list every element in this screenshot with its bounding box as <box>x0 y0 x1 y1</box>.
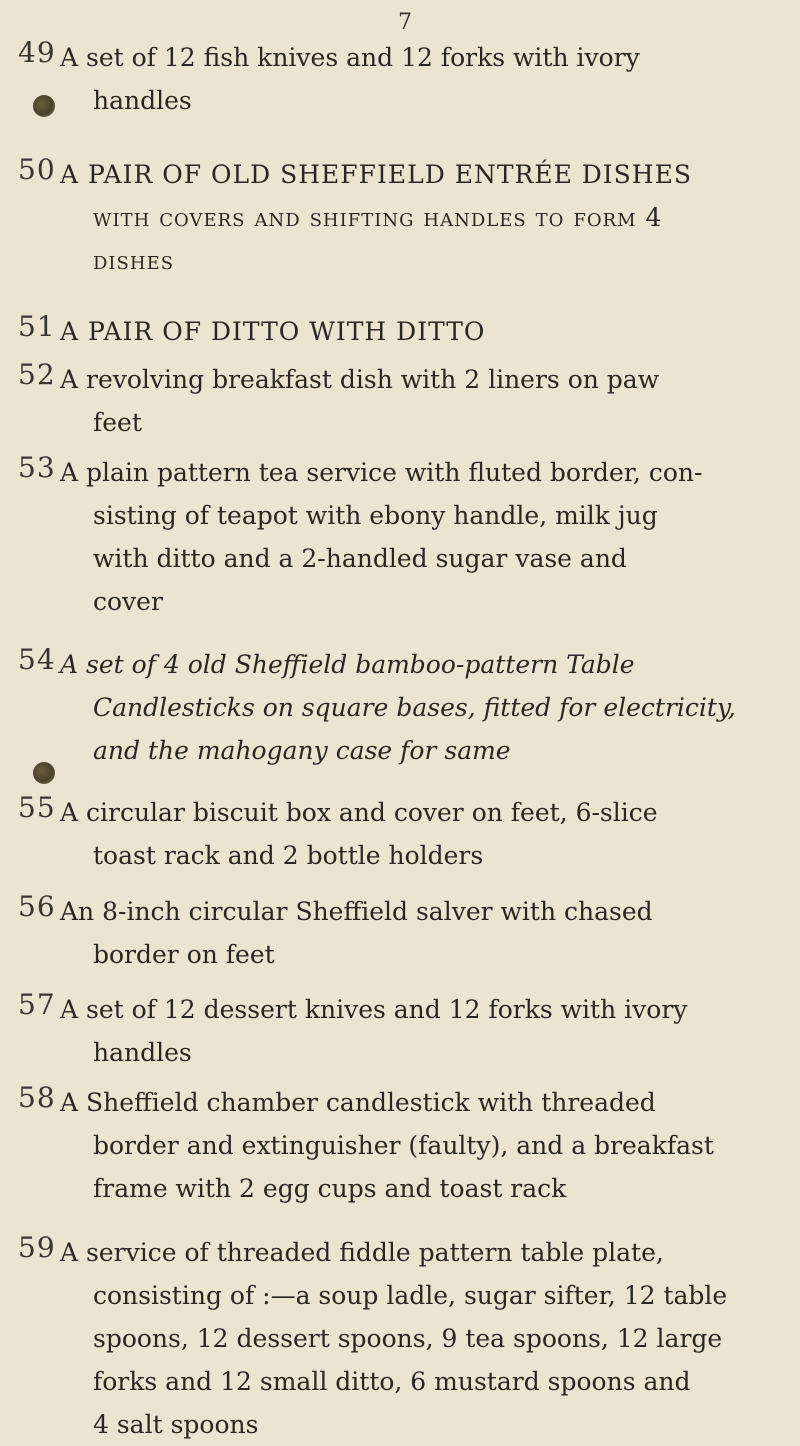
lot-number: 56 <box>18 890 56 923</box>
page-number: 7 <box>398 10 412 35</box>
lot-description-line: A set of 4 old Sheffield bamboo-pattern Table <box>60 650 635 679</box>
lot-description <box>60 451 765 623</box>
binding-hole-icon <box>33 762 55 784</box>
lot-description-line: handles <box>93 1038 192 1067</box>
lot-description-line: border on feet <box>93 940 275 969</box>
lot-number: 57 <box>18 988 56 1021</box>
lot-number: 55 <box>18 791 56 824</box>
lot-description-line: frame with 2 egg cups and toast rack <box>93 1174 567 1203</box>
lot-description-line: A revolving breakfast dish with 2 liners on paw <box>60 365 660 394</box>
lot-description-line: A circular biscuit box and cover on feet, 6-slice <box>60 798 658 827</box>
lot-description-line: A plain pattern tea service with fluted border, con- <box>60 458 703 487</box>
lot-description-line: Candlesticks on square bases, fitted for electricity, <box>93 693 736 722</box>
lot-description <box>60 36 765 122</box>
lot-description-line: A PAIR OF DITTO WITH DITTO <box>60 317 486 346</box>
lot-description <box>60 1231 765 1446</box>
lot-description-line: border and extinguisher (faulty), and a breakfast <box>93 1131 714 1160</box>
lot-number: 49 <box>18 36 56 69</box>
lot-number: 52 <box>18 358 56 391</box>
lot-description-line: and the mahogany case for same <box>93 736 511 765</box>
lot-number: 53 <box>18 451 56 484</box>
lot-description-line: dishes <box>93 246 175 275</box>
lot-description-line: handles <box>93 86 192 115</box>
lot-description-line: A set of 12 dessert knives and 12 forks with ivory <box>60 995 688 1024</box>
lot-description-line: consisting of :—a soup ladle, sugar sifter, 12 table <box>93 1281 728 1310</box>
lot-description-line: A set of 12 fish knives and 12 forks with ivory <box>60 43 640 72</box>
lot-description-line: spoons, 12 dessert spoons, 9 tea spoons, 12 large <box>93 1324 723 1353</box>
lot-description <box>60 791 765 877</box>
lot-description-line: feet <box>93 408 142 437</box>
lot-description-line: sisting of teapot with ebony handle, milk jug <box>93 501 658 530</box>
lot-description-line: A service of threaded fiddle pattern table plate, <box>60 1238 664 1267</box>
lot-description-line: cover <box>93 587 163 616</box>
lot-number: 50 <box>18 153 56 186</box>
lot-description-line: A Sheffield chamber candlestick with threaded <box>60 1088 656 1117</box>
lot-description-line: A PAIR OF OLD SHEFFIELD ENTRÉE DISHES <box>60 160 692 189</box>
lot-description <box>60 310 765 353</box>
lot-description <box>60 153 765 282</box>
lot-number: 59 <box>18 1231 56 1264</box>
lot-number: 54 <box>18 643 56 676</box>
binding-hole-icon <box>33 95 55 117</box>
lot-description-line: toast rack and 2 bottle holders <box>93 841 484 870</box>
lot-description-line: with covers and shifting handles to form 4 <box>93 203 663 232</box>
lot-description <box>60 358 765 444</box>
lot-description <box>60 890 765 976</box>
lot-description-line: 4 salt spoons <box>93 1410 259 1439</box>
lot-description-line: An 8-inch circular Sheffield salver with chased <box>60 897 653 926</box>
lot-description <box>60 643 765 772</box>
lot-number: 58 <box>18 1081 56 1114</box>
lot-description-line: forks and 12 small ditto, 6 mustard spoons and <box>93 1367 691 1396</box>
lot-description <box>60 988 765 1074</box>
lot-description <box>60 1081 765 1210</box>
lot-number: 51 <box>18 310 56 343</box>
lot-description-line: with ditto and a 2-handled sugar vase and <box>93 544 627 573</box>
